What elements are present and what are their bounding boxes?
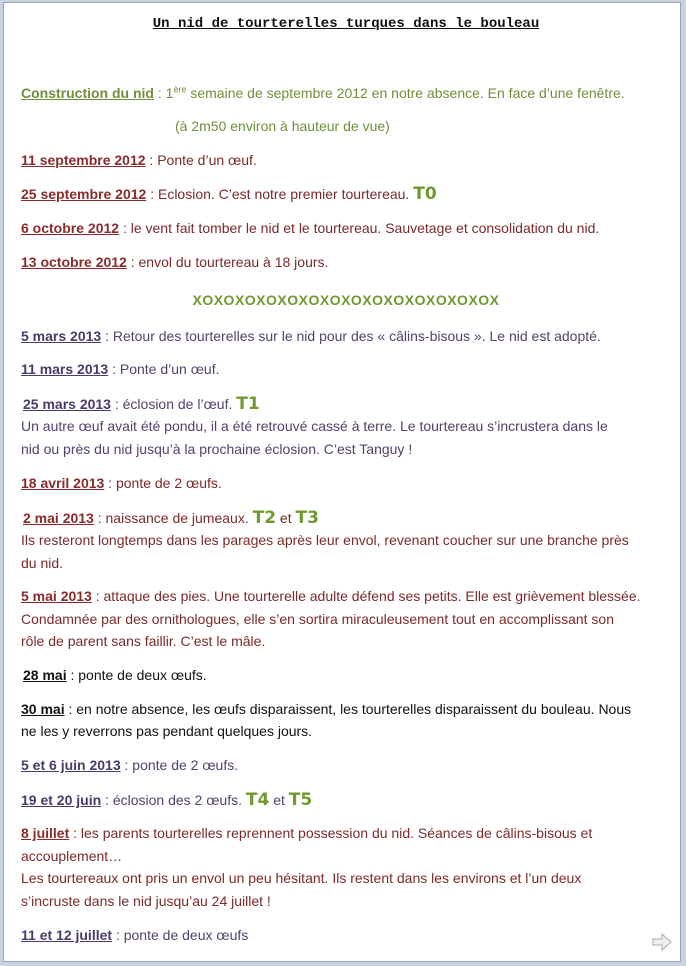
entry-date: 25 mars 2013: [23, 396, 111, 412]
entry-date: 5 mai 2013: [21, 588, 92, 604]
entry-continuation: Ils resteront longtemps dans les parages après leur envol, revenant coucher sur une branche près: [21, 532, 629, 548]
entry-date: 18 avril 2013: [21, 475, 105, 491]
entry-text: semaine de septembre 2012 en notre absence. En face d’une fenêtre.: [186, 85, 625, 101]
entry-continuation: s’incruste dans le nid jusqu’au 24 juillet !: [21, 893, 271, 909]
entry-text: : éclosion des 2 œufs.: [101, 792, 246, 808]
entry-line: [21, 822, 671, 844]
entry-text: : ponte de 2 œufs.: [120, 757, 239, 773]
entry-continuation: Les tourtereaux ont pris un envol un peu hésitant. Ils restent dans les environs et l’un deux: [21, 870, 582, 886]
entry-line: [21, 585, 671, 607]
superscript: ère: [173, 84, 187, 95]
entry-date: 13 octobre 2012: [21, 254, 127, 270]
entry-continuation: ne les y reverrons pas pendant quelques jours.: [21, 723, 313, 739]
entry-date: 28 mai: [23, 667, 67, 683]
entry-date: 8 juillet: [21, 825, 70, 841]
document-page: [3, 2, 681, 962]
entry-text: : envol du tourtereau à 18 jours.: [126, 254, 329, 270]
entry-date: 2 mai 2013: [23, 510, 94, 526]
entry-text: : Retour des tourterelles sur le nid pour des « câlins-bisous ». Le nid est adopté.: [101, 328, 601, 344]
entry-date: 6 octobre 2012: [21, 220, 120, 236]
bird-tag: T2: [252, 508, 277, 528]
entry-continuation: du nid.: [21, 555, 64, 571]
entry-line: [21, 472, 671, 494]
entry-line: [21, 183, 671, 205]
entry-date: 30 mai: [21, 701, 65, 717]
bird-tag: T5: [288, 790, 313, 810]
entry-line: [21, 217, 671, 239]
entry-line: [21, 325, 671, 347]
entry-text: : le vent fait tomber le nid et le tourtereau. Sauvetage et consolidation du nid.: [119, 220, 600, 236]
entry-line: [21, 789, 671, 811]
entry-text: : éclosion de l’œuf.: [110, 396, 237, 412]
entry-date: 5 mars 2013: [21, 328, 102, 344]
entry-line: [21, 358, 671, 380]
entry-text: : Ponte d’un œuf.: [145, 152, 257, 168]
entry-date: 11 et 12 juillet: [21, 927, 113, 943]
entry-continuation: Condamnée par des ornithologues, elle s’en sortira miraculeusement tout en accomplissant son: [21, 611, 614, 627]
entry-text: : 1: [153, 85, 174, 101]
entry-text: : Eclosion. C’est notre premier tourtereau.: [146, 186, 414, 202]
construction-line: [21, 82, 671, 104]
entry-text: : ponte de 2 œufs.: [104, 475, 222, 491]
entry-text: : attaque des pies. Une tourterelle adulte défend ses petits. Elle est grièvement blessée.: [91, 588, 641, 604]
entry-text: : naissance de jumeaux.: [93, 510, 253, 526]
entry-text: : Ponte d’un œuf.: [108, 361, 220, 377]
entry-line: [21, 251, 671, 273]
entry-line: [23, 507, 673, 529]
entry-text: : ponte de deux œufs.: [66, 667, 207, 683]
entry-continuation: nid ou près du nid jusqu’à la prochaine éclosion. C’est Tanguy !: [21, 441, 413, 457]
page-title: Un nid de tourterelles turques dans le bouleau: [152, 16, 540, 32]
entry-date: Construction du nid: [21, 85, 154, 101]
bird-tag: T0: [413, 184, 437, 204]
entry-text: : en notre absence, les œufs disparaissent, les tourterelles disparaissent du bouleau. Nous: [64, 701, 632, 717]
separator: XOXOXOXOXOXOXOXOXOXOXOXOXOXOX: [192, 292, 500, 308]
entry-text: et: [269, 792, 289, 808]
entry-line: [21, 698, 671, 720]
bird-tag: T4: [245, 790, 270, 810]
entry-line: [21, 924, 671, 946]
entry-text: : ponte de deux œufs: [112, 927, 249, 943]
bird-tag: T3: [295, 508, 319, 528]
entry-date: 5 et 6 juin 2013: [21, 757, 121, 773]
construction-subline: (à 2m50 environ à hauteur de vue): [175, 118, 390, 134]
entry-line: [23, 664, 673, 686]
entry-line: [21, 754, 671, 776]
entry-line: [21, 149, 671, 171]
entry-date: 19 et 20 juin: [21, 792, 102, 808]
entry-date: 11 septembre 2012: [21, 152, 146, 168]
entry-continuation: Un autre œuf avait été pondu, il a été retrouvé cassé à terre. Le tourtereau s’incrustera dans le: [21, 418, 608, 434]
entry-line: [23, 393, 673, 415]
next-slide-arrow-icon[interactable]: [652, 933, 672, 956]
entry-continuation: accouplement…: [21, 848, 123, 864]
entry-date: 11 mars 2013: [21, 361, 109, 377]
entry-continuation: rôle de parent sans faillir. C’est le mâle.: [21, 633, 266, 649]
entry-text: : les parents tourterelles reprennent possession du nid. Séances de câlins-bisous et: [69, 825, 593, 841]
bird-tag: T1: [236, 394, 260, 414]
entry-text: et: [276, 510, 296, 526]
entry-date: 25 septembre 2012: [21, 186, 147, 202]
